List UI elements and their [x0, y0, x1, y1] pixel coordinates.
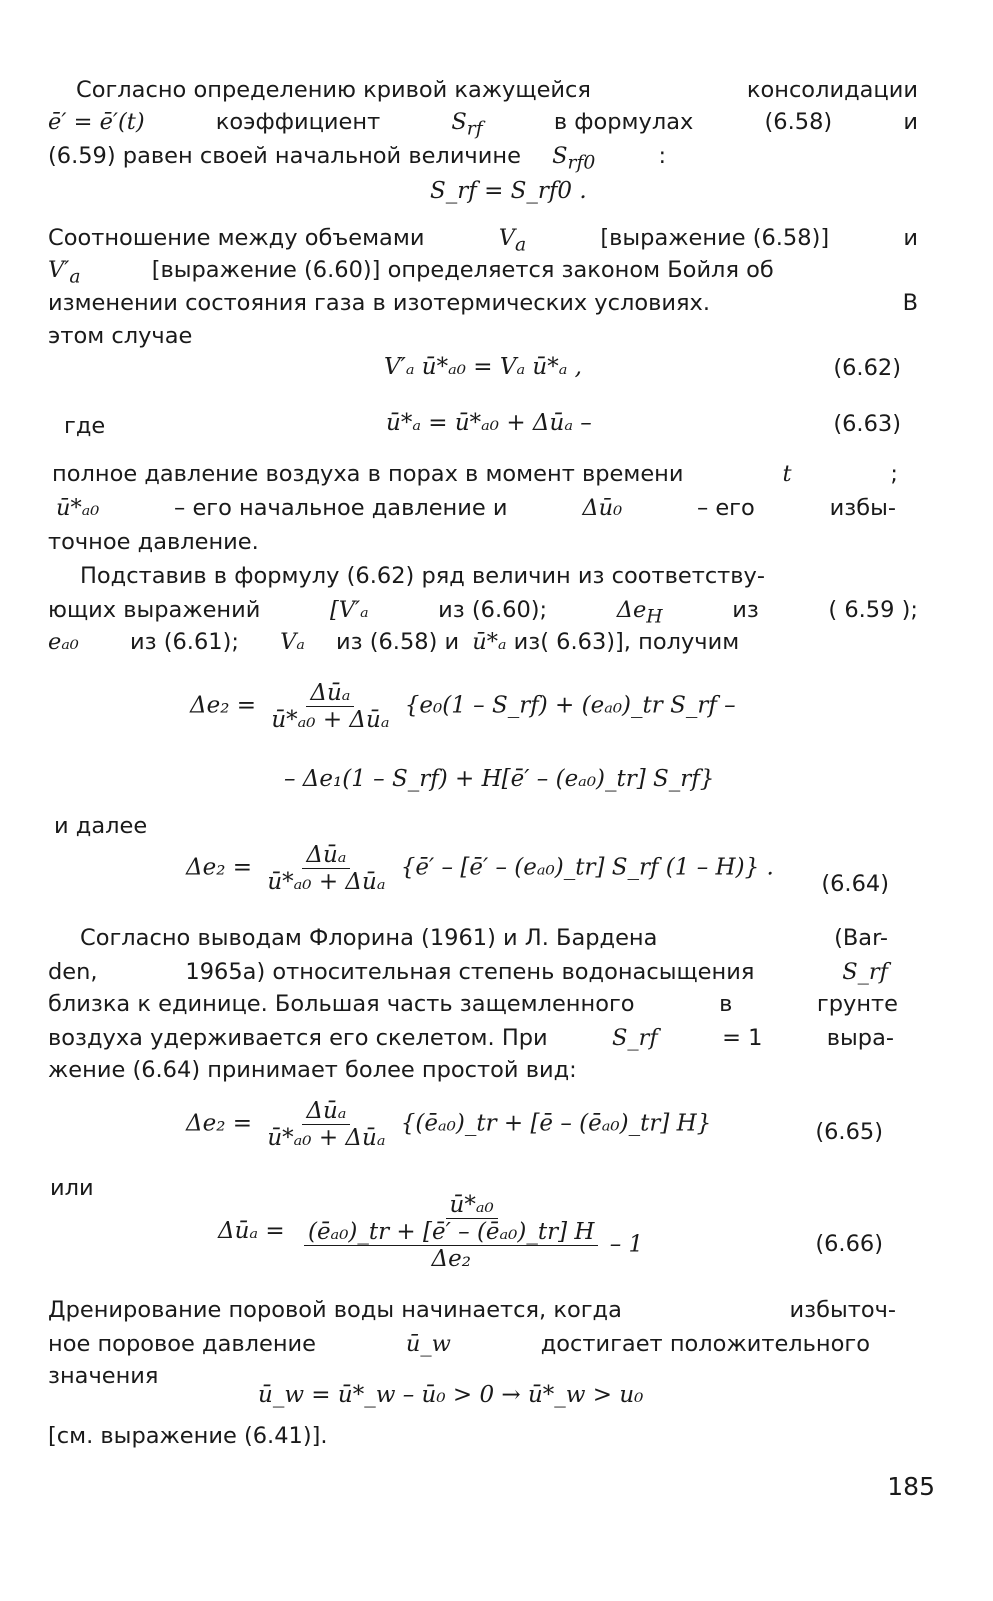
fraction-denominator: Δe₂	[431, 1246, 471, 1272]
text-fragment: консолидации	[746, 77, 918, 103]
text-line	[48, 289, 918, 317]
page-number: 185	[887, 1472, 935, 1501]
fraction	[267, 680, 393, 733]
text-line	[48, 108, 918, 144]
text-fragment: грунте	[816, 991, 898, 1017]
text-line	[48, 1024, 894, 1052]
formula-fragment: $V'_a$	[48, 257, 81, 288]
formula-fragment: ū*ₐ₀	[56, 495, 100, 521]
formula-fragment: ū*ₐ	[472, 629, 507, 655]
equation-lhs: Δe₂ =	[190, 692, 257, 719]
equation-continuation: – Δe₁(1 – S_rf) + H[ē′ – (eₐ₀)_tr] S_rf}	[284, 766, 715, 792]
fraction	[263, 842, 389, 895]
equation-rhs: {e₀(1 – S_rf) + (eₐ₀)_tr S_rf –	[404, 692, 736, 719]
text-fragment: (6.58)	[764, 109, 833, 135]
formula-fragment: $V_a$	[498, 225, 527, 256]
text-fragment: [выражение (6.58)]	[600, 225, 830, 251]
text-fragment: Дренирование поровой воды начинается, когда	[48, 1297, 622, 1323]
text-line: где	[64, 413, 106, 439]
fraction-numerator: Δūₐ	[302, 1098, 350, 1125]
fraction-numerator: Δūₐ	[306, 680, 354, 707]
text-fragment: (6.59) равен своей начальной величине	[48, 143, 521, 169]
text-fragment: из (6.61);	[129, 629, 239, 655]
text-fragment: близка к единице. Большая часть защемленного	[48, 991, 635, 1017]
text-fragment: :	[658, 143, 667, 169]
text-fragment: избыточ-	[789, 1297, 896, 1323]
text-fragment: ное поровое давление	[48, 1331, 317, 1357]
text-line: точное давление.	[48, 529, 259, 555]
formula-fragment: Δū₀	[582, 495, 623, 521]
equation-tail: – 1	[609, 1231, 644, 1258]
text-line	[48, 1330, 870, 1358]
equation-6-62: V′ₐ ū*ₐ₀ = Vₐ ū*ₐ ,	[384, 354, 582, 380]
text-fragment: в формулах	[553, 109, 694, 135]
formula-fragment: $\Delta e_H$	[616, 597, 663, 628]
text-fragment: и	[903, 225, 918, 251]
text-fragment: полное давление воздуха в порах в момент времени	[52, 461, 684, 487]
fraction-denominator: ū*ₐ₀ + Δūₐ	[271, 707, 390, 733]
text-fragment: из (6.58) и	[335, 629, 460, 655]
equation-number: (6.65)	[815, 1119, 883, 1145]
formula-fragment: S_rf	[842, 959, 888, 985]
text-line	[80, 924, 888, 952]
fraction-denominator: ū*ₐ₀ + Δūₐ	[267, 869, 386, 895]
text-fragment: ( 6.59 );	[828, 597, 918, 623]
formula-fragment: $S_{rf}$	[451, 109, 483, 140]
text-fragment: избы-	[829, 495, 896, 521]
formula-fragment: t	[782, 461, 792, 487]
text-line	[48, 224, 918, 260]
text-fragment: изменении состояния газа в изотермических условиях.	[48, 290, 711, 316]
equation-number: (6.63)	[833, 411, 901, 437]
text-line: этом случае	[48, 323, 193, 349]
text-fragment: ;	[890, 461, 898, 487]
text-line	[48, 256, 774, 292]
text-fragment: den,	[48, 959, 98, 985]
text-line: значения	[48, 1363, 159, 1389]
equation-number: (6.64)	[821, 871, 889, 897]
fraction-numerator: Δūₐ	[302, 842, 350, 869]
equation-lhs: Δūₐ =	[218, 1218, 285, 1244]
text-line: или	[50, 1175, 94, 1201]
equation-rhs: {ē′ – [ē′ – (eₐ₀)_tr] S_rf (1 – H)} .	[400, 854, 774, 881]
fraction-numerator: (ēₐ₀)_tr + [ē′ – (ēₐ₀)_tr] H	[304, 1219, 598, 1246]
text-fragment: (Bar-	[834, 925, 888, 951]
text-line	[52, 460, 898, 488]
formula-fragment: S_rf	[612, 1025, 658, 1051]
equation-number: (6.62)	[833, 355, 901, 381]
text-fragment: из( 6.63)], получим	[513, 629, 740, 655]
fraction-denominator: ū*ₐ₀ + Δūₐ	[267, 1125, 386, 1151]
equation-6-64	[186, 842, 774, 895]
text-fragment: = 1	[722, 1025, 763, 1051]
text-fragment: В	[902, 290, 918, 316]
text-line	[48, 596, 918, 632]
formula-fragment: eₐ₀	[48, 629, 79, 655]
equation-lhs: Δe₂ =	[186, 1110, 253, 1137]
formula-fragment: $S_{rf0}$	[552, 143, 596, 174]
equation-6-65	[186, 1098, 711, 1151]
text-line	[56, 494, 896, 522]
formula-fragment: Vₐ	[280, 629, 305, 655]
equation-pore-water: ū_w = ū*_w – ū₀ > 0 → ū*_w > u₀	[258, 1382, 644, 1408]
text-fragment: из	[732, 597, 759, 623]
text-line: Подставив в формулу (6.62) ряд величин из соответству-	[80, 563, 765, 589]
text-fragment: достигает положительного	[540, 1331, 870, 1357]
inner-fraction	[304, 1219, 598, 1272]
text-line: [см. выражение (6.41)].	[48, 1423, 328, 1449]
text-fragment: Согласно выводам Флорина (1961) и Л. Бардена	[80, 925, 658, 951]
text-fragment: в	[719, 991, 733, 1017]
text-line: и далее	[54, 813, 148, 839]
equation-srf: S_rf = S_rf0 .	[430, 178, 587, 204]
text-line	[48, 628, 739, 656]
text-line	[48, 958, 888, 986]
equation-substitution	[190, 680, 736, 733]
formula-fragment: ē′ = ē′(t)	[48, 109, 145, 135]
text-fragment: выра-	[826, 1025, 894, 1051]
equation-rhs: {(ēₐ₀)_tr + [ē – (ēₐ₀)_tr] H}	[400, 1110, 712, 1137]
equation-6-66	[218, 1192, 651, 1272]
text-fragment: Согласно определению кривой кажущейся	[76, 77, 591, 103]
formula-fragment: [V′ₐ	[329, 597, 369, 623]
text-fragment: 1965a) относительная степень водонасыщения	[185, 959, 755, 985]
fraction	[263, 1098, 389, 1151]
formula-fragment: ū_w	[405, 1331, 451, 1357]
text-fragment: ющих выражений	[48, 597, 261, 623]
text-fragment: и	[903, 109, 918, 135]
text-fragment: – его начальное давление и	[174, 495, 508, 521]
text-line	[48, 142, 666, 178]
equation-6-63: ū*ₐ = ū*ₐ₀ + Δūₐ –	[386, 410, 592, 436]
text-fragment: из (6.60);	[438, 597, 548, 623]
text-fragment: коэффициент	[215, 109, 381, 135]
text-fragment: [выражение (6.60)] определяется законом Бойля об	[151, 257, 774, 283]
text-fragment: Соотношение между объемами	[48, 225, 425, 251]
text-fragment: – его	[696, 495, 755, 521]
text-line: жение (6.64) принимает более простой вид:	[48, 1057, 577, 1083]
fraction-numerator: ū*ₐ₀	[446, 1192, 498, 1219]
text-line	[48, 1296, 896, 1324]
text-fragment: воздуха удерживается его скелетом. При	[48, 1025, 548, 1051]
fraction	[296, 1192, 647, 1272]
fraction-denominator	[296, 1219, 647, 1272]
equation-number: (6.66)	[815, 1231, 883, 1257]
text-line	[48, 990, 898, 1018]
equation-lhs: Δe₂ =	[186, 854, 253, 881]
text-line	[76, 76, 918, 104]
